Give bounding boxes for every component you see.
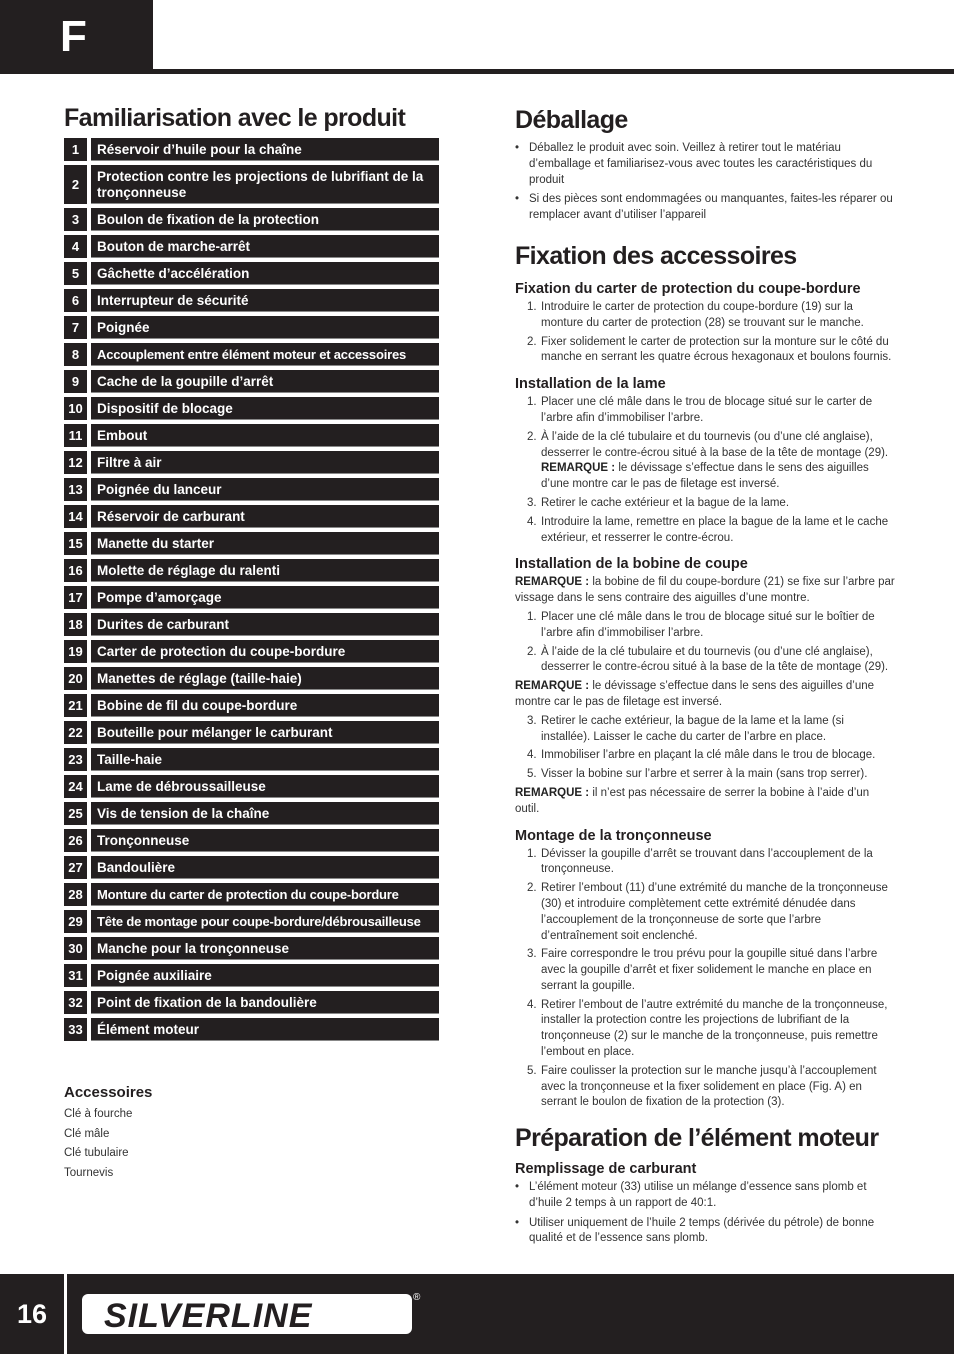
part-row [64, 370, 439, 393]
part-label: Pompe d’amorçage [91, 586, 439, 609]
accessory-item: Clé à fourche [64, 1108, 133, 1120]
accessory-fitting-title: Fixation des accessoires [515, 242, 797, 270]
part-label: Cache de la goupille d’arrêt [91, 370, 439, 393]
part-label: Carter de protection du coupe-bordure [91, 640, 439, 663]
part-number: 20 [64, 667, 87, 690]
guard-subtitle: Fixation du carter de protection du coupe-bordure [515, 281, 861, 297]
fuel-subtitle: Remplissage de carburant [515, 1161, 697, 1177]
part-number: 32 [64, 991, 87, 1014]
power-unit-prep-section [515, 1124, 895, 1251]
part-number: 1 [64, 138, 87, 161]
list-item: 3. Retirer le cache extérieur et la bague de la lame. [527, 496, 790, 509]
accessory-item: Clé mâle [64, 1127, 110, 1140]
part-label: Accouplement entre élément moteur et accessoires [91, 343, 439, 366]
part-number: 22 [64, 721, 87, 744]
unpacking-section [515, 106, 895, 228]
part-row [64, 289, 439, 312]
parts-list [64, 138, 439, 1045]
list-item: 3. Faire correspondre le trou prévu pour la goupille situé dans l’arbre avec la goupille d’arrêt et fixer solidement le manche en place en serrant la goupille. [527, 948, 878, 992]
part-label: Dispositif de blocage [91, 397, 439, 420]
list-item: • Si des pièces sont endommagées ou manquantes, faites-les réparer ou remplacer avant d’utiliser l’appareil [515, 193, 893, 222]
part-label: Lame de débroussailleuse [91, 775, 439, 798]
part-number: 3 [64, 208, 87, 231]
list-item: 1. Placer une clé mâle dans le trou de blocage situé sur le boîtier de l’arbre afin d’immobiliser l’arbre. [527, 610, 875, 639]
part-label: Manche pour la tronçonneuse [91, 937, 439, 960]
blade-subtitle: Installation de la lame [515, 376, 666, 393]
part-label: Élément moteur [91, 1018, 439, 1041]
part-row [64, 532, 439, 555]
part-row [64, 910, 439, 933]
part-row [64, 640, 439, 663]
part-number: 10 [64, 397, 87, 420]
part-label: Bandoulière [91, 856, 439, 879]
language-tab [0, 0, 153, 73]
part-row [64, 559, 439, 582]
list-item: 3. Retirer le cache extérieur, la bague de la lame et la lame (si installée). Laisser le cache du carter de l’arbre en place. [527, 714, 844, 743]
language-letter: F [60, 12, 87, 61]
part-row [64, 586, 439, 609]
part-number: 30 [64, 937, 87, 960]
part-number: 12 [64, 451, 87, 474]
part-number: 18 [64, 613, 87, 636]
part-number: 24 [64, 775, 87, 798]
part-row [64, 829, 439, 852]
list-item: 1. Placer une clé mâle dans le trou de blocage situé sur le carter de l’arbre afin d’immobiliser l’arbre. [527, 396, 873, 424]
part-label: Boulon de fixation de la protection [91, 208, 439, 231]
part-number: 27 [64, 856, 87, 879]
part-row [64, 478, 439, 501]
part-row [64, 883, 439, 906]
part-number: 9 [64, 370, 87, 393]
part-label: Taille-haie [91, 748, 439, 771]
list-item: 2. Fixer solidement le carter de protection sur la monture sur le côté du manche en serrant les quatre écrous hexagonaux et boulons fournis. [527, 335, 892, 364]
part-row [64, 1018, 439, 1041]
part-label: Durites de carburant [91, 613, 439, 636]
part-number: 33 [64, 1018, 87, 1041]
part-number: 21 [64, 694, 87, 717]
part-row [64, 748, 439, 771]
part-row [64, 262, 439, 285]
part-label: Réservoir d’huile pour la chaîne [91, 138, 439, 161]
list-item: • Déballez le produit avec soin. Veillez à retirer tout le matériau d’emballage et familiarisez-vous avec toutes les caractéristiques du produit [515, 142, 873, 186]
accessory-item: Clé tubulaire [64, 1147, 129, 1159]
part-row [64, 505, 439, 528]
part-number: 23 [64, 748, 87, 771]
part-label: Tête de montage pour coupe-bordure/débrousailleuse [91, 910, 439, 933]
spool-subtitle: Installation de la bobine de coupe [515, 556, 748, 573]
part-number: 7 [64, 316, 87, 339]
part-label: Protection contre les projections de lubrifiant de la tronçonneuse [91, 165, 439, 204]
part-number: 31 [64, 964, 87, 987]
list-item: 2. À l’aide de la clé tubulaire et du tournevis (ou d’une clé anglaise), desserrer le contre-écrou situé à la base de la tête de montage (29). REMARQUE : le dévissage s’effectue dans le sens des aiguilles d’une montre car le pas de filetage est inversé. [527, 430, 889, 491]
part-label: Poignée [91, 316, 439, 339]
header-rule [0, 69, 954, 74]
power-unit-prep-title: Préparation de l’élément moteur [515, 1124, 879, 1152]
part-row [64, 343, 439, 366]
part-label: Tronçonneuse [91, 829, 439, 852]
part-number: 28 [64, 883, 87, 906]
part-label: Molette de réglage du ralenti [91, 559, 439, 582]
part-label: Monture du carter de protection du coupe-bordure [91, 883, 439, 906]
part-row [64, 667, 439, 690]
part-row [64, 138, 439, 161]
part-label: Poignée auxiliaire [91, 964, 439, 987]
part-row [64, 964, 439, 987]
part-number: 14 [64, 505, 87, 528]
list-item: 5. Faire coulisser la protection sur le manche jusqu’à l’accouplement avec la tronçonneuse et la fixer solidement en place (Fig. A) en serrant le boulon de fixation de la protection (3). [527, 1064, 877, 1109]
part-label: Bobine de fil du coupe-bordure [91, 694, 439, 717]
part-number: 16 [64, 559, 87, 582]
part-number: 2 [64, 165, 87, 204]
part-label: Manettes de réglage (taille-haie) [91, 667, 439, 690]
footer [0, 1274, 954, 1354]
part-label: Vis de tension de la chaîne [91, 802, 439, 825]
part-number: 8 [64, 343, 87, 366]
part-label: Filtre à air [91, 451, 439, 474]
accessories-section [64, 1084, 152, 1183]
part-row [64, 694, 439, 717]
part-row [64, 316, 439, 339]
part-row [64, 397, 439, 420]
list-item: • Utiliser uniquement de l’huile 2 temps (dérivée du pétrole) de bonne qualité et de l’essence sans plomb. [515, 1216, 875, 1245]
list-item: 4. Retirer l’embout de l’autre extrémité du manche de la tronçonneuse, installer la protection contre les projections de lubrifiant de la tronçonneuse (2) sur le manche de la tronçonneuse, puis remettre l’embout en place. [527, 998, 888, 1059]
list-item: 2. Retirer l’embout (11) d’une extrémité du manche de la tronçonneuse (30) et introduire complètement cette extrémité dénudée dans l’accouplement de la tronçonneuse de sorte que l’arbre d’entraînement soit enclenché. [527, 882, 888, 942]
list-item: 5. Visser la bobine sur l’arbre et serrer à la main (sans trop serrer). [527, 768, 868, 781]
part-row [64, 856, 439, 879]
part-label: Bouteille pour mélanger le carburant [91, 721, 439, 744]
part-row [64, 721, 439, 744]
svg-text:SILVERLINE: SILVERLINE [104, 1297, 313, 1335]
list-item: 1. Dévisser la goupille d’arrêt se trouvant dans l’accouplement de la tronçonneuse. [527, 847, 873, 876]
part-number: 11 [64, 424, 87, 447]
part-number: 29 [64, 910, 87, 933]
accessory-item: Tournevis [64, 1166, 114, 1179]
part-row [64, 451, 439, 474]
part-row [64, 208, 439, 231]
part-row [64, 424, 439, 447]
part-number: 13 [64, 478, 87, 501]
part-label: Point de fixation de la bandoulière [91, 991, 439, 1014]
unpacking-title: Déballage [515, 106, 628, 134]
part-number: 15 [64, 532, 87, 555]
silverline-logo [82, 1288, 422, 1340]
part-number: 26 [64, 829, 87, 852]
part-row [64, 991, 439, 1014]
note: REMARQUE : la bobine de fil du coupe-bordure (21) se fixe sur l’arbre par vissage dans le sens contraire des aiguilles d’une montre. [515, 576, 895, 605]
list-item: • L’élément moteur (33) utilise un mélange d’essence sans plomb et d’huile 2 temps à un rapport de 40:1. [515, 1181, 867, 1209]
part-row [64, 165, 439, 204]
part-number: 25 [64, 802, 87, 825]
svg-text:®: ® [413, 1292, 421, 1303]
footer-divider [64, 1274, 67, 1354]
note: REMARQUE : le dévissage s’effectue dans le sens des aiguilles d’une montre car le pas de filetage est inversé. [515, 680, 875, 708]
list-item: 2. À l’aide de la clé tubulaire et du tournevis (ou d’une clé anglaise), desserrer le contre-écrou situé à la base de la tête de montage (29). [527, 645, 889, 674]
part-row [64, 937, 439, 960]
part-number: 19 [64, 640, 87, 663]
note: REMARQUE : il n’est pas nécessaire de serrer la bobine à l’aide d’un outil. [515, 786, 870, 815]
part-label: Embout [91, 424, 439, 447]
part-label: Poignée du lanceur [91, 478, 439, 501]
page-number: 16 [16, 1298, 48, 1329]
part-row [64, 802, 439, 825]
part-label: Interrupteur de sécurité [91, 289, 439, 312]
part-row [64, 775, 439, 798]
part-number: 6 [64, 289, 87, 312]
part-label: Manette du starter [91, 532, 439, 555]
part-row [64, 613, 439, 636]
chainsaw-subtitle: Montage de la tronçonneuse [515, 827, 712, 844]
part-number: 17 [64, 586, 87, 609]
part-row [64, 235, 439, 258]
product-familiarisation-title: Familiarisation avec le produit [64, 104, 406, 132]
part-label: Bouton de marche-arrêt [91, 235, 439, 258]
list-item: 4. Immobiliser l’arbre en plaçant la clé mâle dans le trou de blocage. [527, 749, 876, 762]
part-number: 4 [64, 235, 87, 258]
part-label: Gâchette d’accélération [91, 262, 439, 285]
accessory-fitting-section [515, 242, 895, 1114]
part-label: Réservoir de carburant [91, 505, 439, 528]
accessories-title: Accessoires [64, 1084, 153, 1101]
part-number: 5 [64, 262, 87, 285]
list-item: 4. Introduire la lame, remettre en place la bague de la lame et le cache extérieur, et resserrer le contre-écrou. [527, 515, 889, 544]
list-item: 1. Introduire le carter de protection du coupe-bordure (19) sur la monture du carter de protection (28) se trouvant sur le manche. [527, 301, 864, 329]
